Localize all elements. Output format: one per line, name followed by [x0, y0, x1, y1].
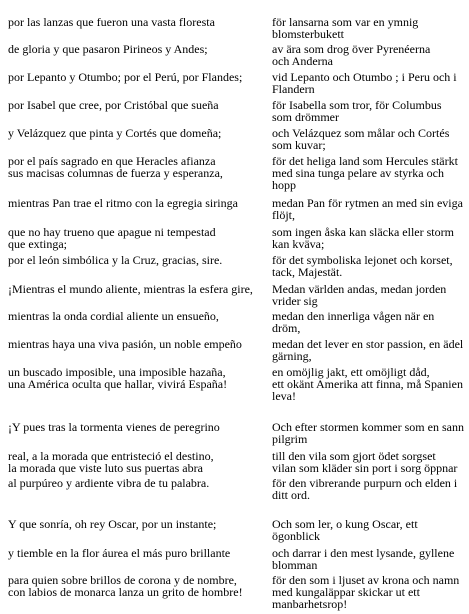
- swedish-line: blomman: [272, 558, 318, 572]
- swedish-line: Och efter stormen kommer som en sann: [272, 420, 464, 434]
- swedish-line: medan Pan för rytmen an med sin eviga: [272, 196, 463, 210]
- swedish-line: som ingen åska kan släcka eller storm: [272, 225, 454, 239]
- swedish-line: kan kväva;: [272, 237, 325, 251]
- spanish-line: la morada que viste luto sus puertas abra: [8, 461, 203, 475]
- swedish-line: med kungaläppar skickar ut ett: [272, 585, 420, 599]
- swedish-line: vrider sig: [272, 294, 318, 308]
- swedish-line: flöjt,: [272, 208, 295, 222]
- spanish-line: por el país sagrado en que Heracles afianza: [8, 154, 216, 168]
- spanish-line: que extinga;: [8, 237, 67, 251]
- swedish-line: leva!: [272, 389, 296, 403]
- swedish-line: för den som i ljuset av krona och namn: [272, 573, 460, 587]
- swedish-line: vid Lepanto och Otumbo ; i Peru och i: [272, 70, 457, 84]
- spanish-line: ¡Y pues tras la tormenta vienes de peregrino: [8, 420, 220, 434]
- swedish-line: för lansarna som var en ymnig: [272, 15, 419, 29]
- swedish-line: ett okänt Amerika att finna, må Spanien: [272, 377, 463, 391]
- spanish-line: al purpúreo y ardiente vibra de tu palabra.: [8, 476, 210, 490]
- swedish-line: för det heliga land som Hercules stärkt: [272, 154, 458, 168]
- swedish-line: som kuvar;: [272, 138, 326, 152]
- swedish-line: hopp: [272, 178, 296, 192]
- spanish-line: y tiemble en la flor áurea el más puro brillante: [8, 546, 231, 560]
- spanish-line: Y que sonría, oh rey Oscar, por un instante;: [8, 517, 217, 531]
- swedish-line: vilan som kläder sin port i sorg öppnar: [272, 461, 458, 475]
- spanish-line: de gloria y que pasaron Pirineos y Andes;: [8, 42, 208, 56]
- swedish-line: och Anderna: [272, 54, 333, 68]
- swedish-line: som drömmer: [272, 110, 339, 124]
- swedish-line: medan den innerliga vågen när en: [272, 309, 435, 323]
- spanish-line: mientras la onda cordial aliente un ensueño,: [8, 309, 219, 323]
- swedish-line: Och som ler, o kung Oscar, ett: [272, 517, 418, 531]
- swedish-line: Medan världen andas, medan jorden: [272, 282, 447, 296]
- swedish-line: med sina tunga pelare av styrka och: [272, 166, 444, 180]
- swedish-line: och Velázquez som målar och Cortés: [272, 126, 450, 140]
- swedish-line: för Isabella som tror, för Columbus: [272, 98, 442, 112]
- spanish-line: que no hay trueno que apague ni tempestad: [8, 225, 216, 239]
- swedish-line: för det symboliska lejonet och korset,: [272, 253, 453, 267]
- swedish-line: och darrar i den mest lysande, gyllene: [272, 546, 455, 560]
- spanish-line: y Velázquez que pinta y Cortés que domeña;: [8, 126, 222, 140]
- spanish-line: sus macisas columnas de fuerza y esperanza,: [8, 166, 223, 180]
- spanish-line: con labios de monarca lanza un grito de hombre!: [8, 585, 243, 599]
- swedish-line: till den vila som gjort ödet sorgset: [272, 449, 436, 463]
- spanish-line: por Isabel que cree, por Cristóbal que sueña: [8, 98, 219, 112]
- swedish-line: en omöjlig jakt, ett omöjligt dåd,: [272, 365, 430, 379]
- swedish-line: Flandern: [272, 82, 315, 96]
- swedish-line: gärning,: [272, 349, 312, 363]
- swedish-line: medan det lever en stor passion, en ädel: [272, 337, 464, 351]
- spanish-line: por las lanzas que fueron una vasta floresta: [8, 15, 215, 29]
- spanish-line: para quien sobre brillos de corona y de nombre,: [8, 573, 237, 587]
- spanish-line: real, a la morada que entristeció el destino,: [8, 449, 214, 463]
- swedish-line: ögonblick: [272, 529, 320, 543]
- spanish-line: mientras Pan trae el ritmo con la egregia siringa: [8, 196, 238, 210]
- swedish-line: av ära som drog över Pyrenéerna: [272, 42, 431, 56]
- swedish-line: tack, Majestät.: [272, 265, 343, 279]
- spanish-line: una América oculta que hallar, vivirá España!: [8, 377, 228, 391]
- swedish-line: pilgrim: [272, 432, 308, 446]
- spanish-line: ¡Mientras el mundo aliente, mientras la esfera gire,: [8, 282, 253, 296]
- spanish-line: un buscado imposible, una imposible hazaña,: [8, 365, 226, 379]
- spanish-line: por Lepanto y Otumbo; por el Perú, por Flandes;: [8, 70, 243, 84]
- swedish-line: ditt ord.: [272, 488, 310, 502]
- spanish-line: mientras haya una viva pasión, un noble empeño: [8, 337, 242, 351]
- swedish-line: dröm,: [272, 321, 301, 335]
- spanish-line: por el león simbólica y la Cruz, gracias, sire.: [8, 253, 223, 267]
- swedish-line: manbarhetsrop!: [272, 597, 348, 611]
- swedish-line: blomsterbukett: [272, 27, 344, 41]
- swedish-line: för den vibrerande purpurn och elden i: [272, 476, 458, 490]
